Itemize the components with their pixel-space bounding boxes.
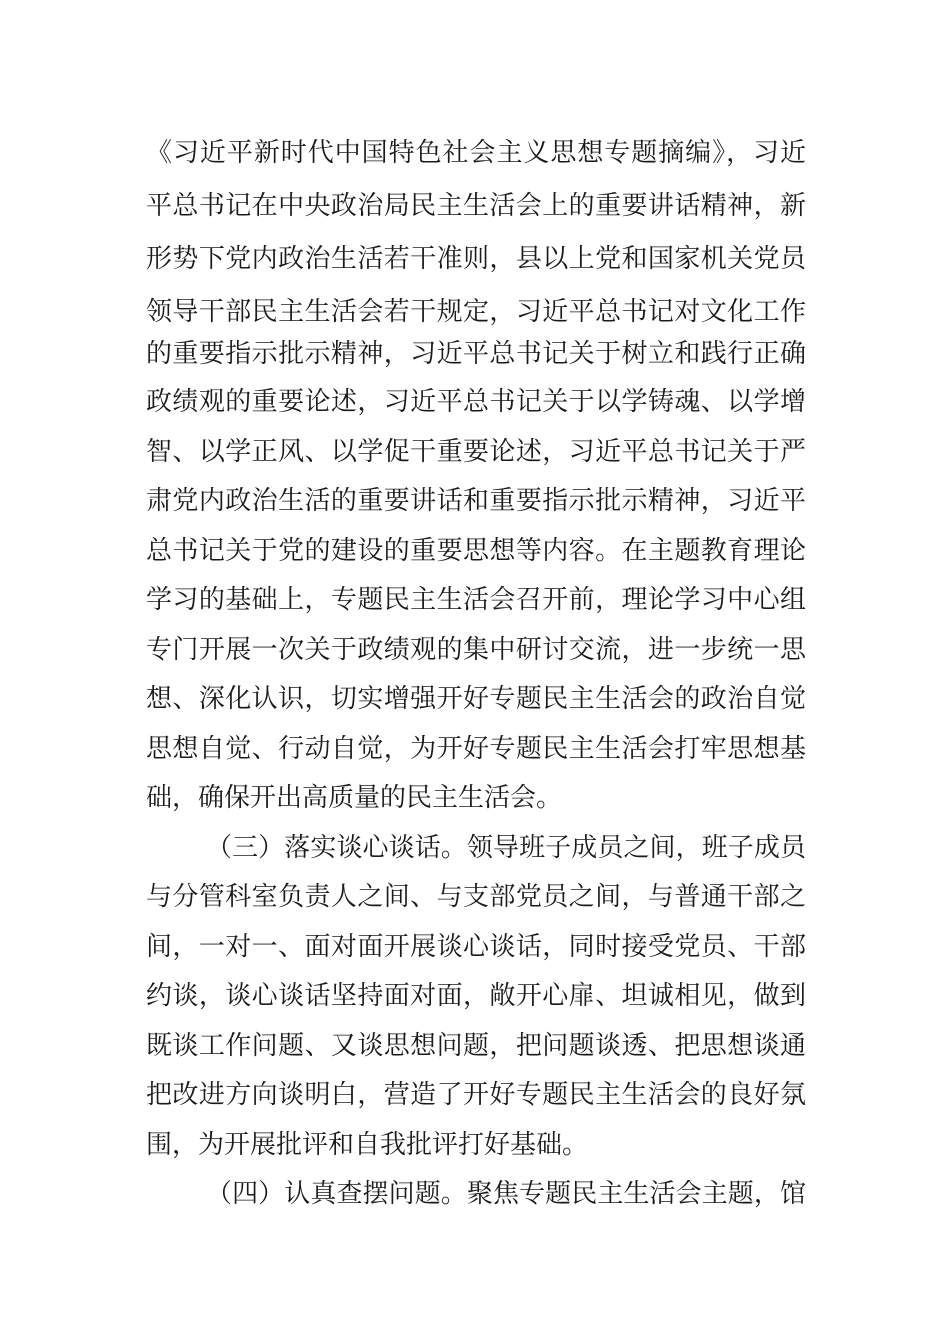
text-line-3: 形势下党内政治生活若干准则，县以上党和国家机关党员 [146, 244, 806, 274]
text-line-1: 《习近平新时代中国特色社会主义思想专题摘编》，习近 [146, 138, 806, 168]
text-line-12: 想、深化认识，切实增强开好专题民主生活会的政治自觉 [146, 684, 806, 714]
text-line-5: 的重要指示批示精神，习近平总书记关于树立和践行正确 [146, 339, 806, 369]
text-line-20: 把改进方向谈明白，营造了开好专题民主生活会的良好氛 [146, 1080, 806, 1110]
text-line-9: 总书记关于党的建设的重要思想等内容。在主题教育理论 [146, 536, 806, 566]
text-line-16: 与分管科室负责人之间、与支部党员之间，与普通干部之 [146, 882, 806, 912]
text-line-2: 平总书记在中央政治局民主生活会上的重要讲话精神，新 [146, 191, 806, 221]
text-line-21: 围，为开展批评和自我批评打好基础。 [146, 1130, 589, 1160]
text-line-19: 既谈工作问题、又谈思想问题，把问题谈透、把思想谈通 [146, 1031, 806, 1061]
text-line-4: 领导干部民主生活会若干规定，习近平总书记对文化工作 [146, 297, 806, 327]
text-line-11: 专门开展一次关于政绩观的集中研讨交流，进一步统一思 [146, 635, 806, 665]
text-line-7: 智、以学正风、以学促干重要论述，习近平总书记关于严 [146, 437, 806, 467]
text-line-17: 间，一对一、面对面开展谈心谈话，同时接受党员、干部 [146, 932, 806, 962]
text-line-14: 础，确保开出高质量的民主生活会。 [146, 783, 563, 813]
text-line-22: （四）认真查摆问题。聚焦专题民主生活会主题，馆 [206, 1179, 806, 1209]
text-line-15: （三）落实谈心谈话。领导班子成员之间，班子成员 [206, 833, 806, 863]
text-line-18: 约谈，谈心谈话坚持面对面，敞开心扉、坦诚相见，做到 [146, 981, 806, 1011]
text-line-13: 思想自觉、行动自觉，为开好专题民主生活会打牢思想基 [146, 734, 806, 764]
text-line-10: 学习的基础上，专题民主生活会召开前，理论学习中心组 [146, 585, 806, 615]
text-line-6: 政绩观的重要论述，习近平总书记关于以学铸魂、以学增 [146, 387, 806, 417]
text-line-8: 肃党内政治生活的重要讲话和重要指示批示精神，习近平 [146, 486, 806, 516]
